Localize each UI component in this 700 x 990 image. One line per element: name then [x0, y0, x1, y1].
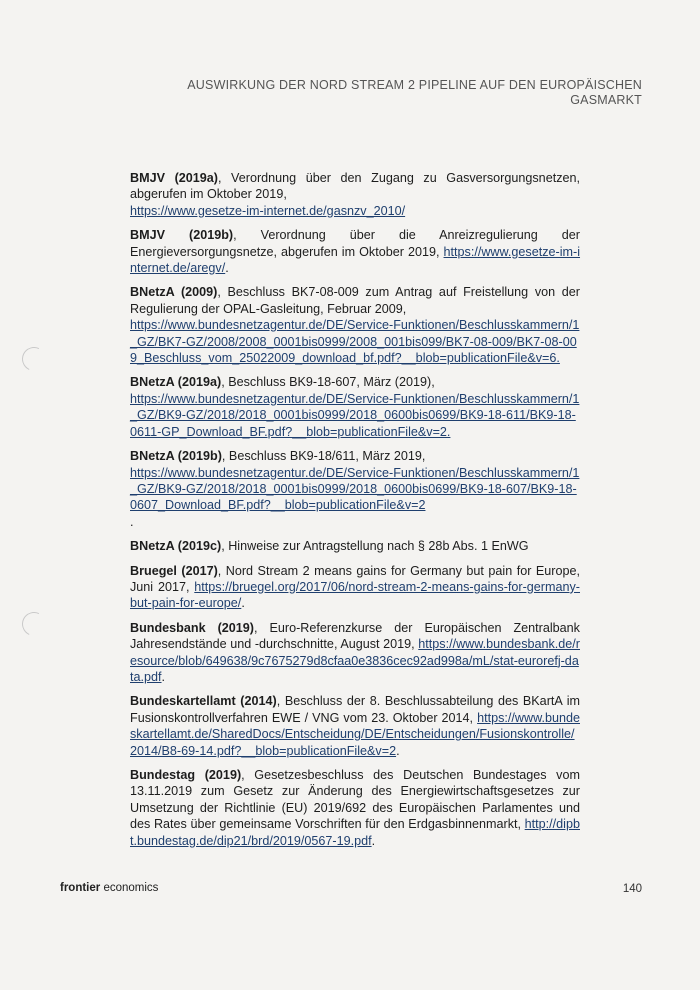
reference-entry: [130, 374, 580, 440]
reference-link[interactable]: https://www.bundesnetzagentur.de/DE/Service-Funktionen/Beschlusskammern/1_GZ/BK9-GZ/2018/2018_0001bis0999/2018_0600bis0699/BK9-18-607/BK9-18-0607_Download_BF.pdf?__blob=publicationFile&v=2: [130, 465, 580, 513]
reference-link[interactable]: https://www.gesetze-im-internet.de/aregv/: [130, 244, 581, 276]
reference-entry: [130, 170, 580, 219]
footer-brand-rest: economics: [100, 882, 159, 894]
reference-entry: [130, 227, 580, 276]
reference-end-punct: .: [241, 596, 245, 611]
reference-end-punct: .: [371, 833, 376, 848]
reference-author: BNetzA (2019a): [130, 375, 222, 390]
punch-hole-mark: [19, 609, 50, 640]
reference-author: BNetzA (2009): [130, 285, 218, 300]
reference-entry: [130, 767, 580, 849]
reference-author: BNetzA (2019b): [130, 449, 222, 464]
reference-text: , Nord Stream 2 means gains for Germany but pain for Europe, Juni 2017,: [130, 563, 580, 594]
reference-text: , Beschluss BK9-18-607, März (2019),: [221, 375, 435, 390]
reference-text: , Beschluss der 8. Beschlussabteilung des BKartA im Fusionskontrollverfahren EWE / VNG vom 23. Oktober 2014,: [130, 694, 580, 725]
reference-entry: [130, 563, 580, 612]
footer-brand-bold: frontier: [60, 882, 101, 894]
page-number: 140: [622, 883, 642, 895]
reference-text: , Hinweise zur Antragstellung nach § 28b Abs. 1 EnWG: [221, 539, 529, 554]
reference-entry: [130, 284, 580, 366]
reference-text: , Verordnung über die Anreizregulierung der Energieversorgungsnetze, abgerufen im Oktober 2019,: [130, 228, 581, 259]
reference-text: , Verordnung über den Zugang zu Gasversorgungsnetzen, abgerufen im Oktober 2019,: [130, 171, 580, 202]
reference-entry: [130, 693, 580, 759]
reference-end-punct: .: [396, 743, 400, 758]
reference-author: Bruegel (2017): [130, 563, 218, 578]
reference-link[interactable]: https://www.bundesnetzagentur.de/DE/Service-Funktionen/Beschlusskammern/1_GZ/BK7-GZ/2008/2008_0001bis0999/2008_001bis099/BK7-08-009/BK7-08-009_Beschluss_vom_25022009_download_bf.pdf?__blob=publicationFile&v=6.: [130, 318, 580, 366]
reference-list: [130, 170, 580, 857]
reference-entry: [130, 620, 580, 686]
reference-link[interactable]: https://bruegel.org/2017/06/nord-stream-2-means-gains-for-germany-but-pain-for-europe/: [130, 579, 580, 611]
reference-link[interactable]: https://www.bundeskartellamt.de/SharedDocs/Entscheidung/DE/Entscheidungen/Fusionskontrolle/2014/B8-69-14.pdf?__blob=publicationFile&v=2: [130, 710, 580, 758]
reference-author: Bundeskartellamt (2014): [130, 694, 277, 709]
footer-logo: [60, 882, 158, 894]
reference-end-punct: .: [225, 261, 229, 276]
reference-author: Bundesbank (2019): [130, 620, 254, 635]
reference-text: , Beschluss BK7-08-009 zum Antrag auf Freistellung von der Regulierung der OPAL-Gasleitung, Februar 2009,: [130, 285, 580, 316]
reference-author: BNetzA (2019c): [130, 539, 222, 554]
punch-hole-mark: [19, 344, 50, 375]
reference-author: Bundestag (2019): [130, 768, 242, 782]
reference-text: , Beschluss BK9-18/611, März 2019,: [221, 449, 426, 464]
reference-author: BMJV (2019a): [130, 171, 218, 185]
reference-link[interactable]: https://www.bundesnetzagentur.de/DE/Service-Funktionen/Beschlusskammern/1_GZ/BK9-GZ/2018/2018_0001bis0999/2018_0600bis0699/BK9-18-611/BK9-18-0611-GP_Download_BF.pdf?__blob=publicationFile&v=2.: [130, 391, 580, 439]
reference-entry: [130, 448, 580, 530]
reference-end-punct: .: [161, 669, 166, 684]
header-line-2: GASMARKT: [570, 93, 642, 107]
reference-author: BMJV (2019b): [130, 228, 234, 243]
reference-text: , Euro-Referenzkurse der Europäischen Zentralbank Jahresendstände und -durchschnitte, August 2019,: [130, 620, 580, 652]
reference-link[interactable]: https://www.bundesbank.de/resource/blob/649638/9c7675279d8cfaa0e3836cec92ad998a/mL/stat-eurorefj-data.pdf: [130, 637, 580, 684]
reference-entry: [130, 538, 580, 554]
running-header: [172, 78, 642, 108]
header-line-1: AUSWIRKUNG DER NORD STREAM 2 PIPELINE AUF DEN EUROPÄISCHEN: [187, 78, 642, 92]
reference-end-punct: .: [130, 514, 134, 529]
reference-link[interactable]: https://www.gesetze-im-internet.de/gasnzv_2010/: [130, 203, 406, 218]
reference-link[interactable]: http://dipbt.bundestag.de/dip21/brd/2019/0567-19.pdf: [130, 817, 580, 848]
reference-text: , Gesetzesbeschluss des Deutschen Bundestages vom 13.11.2019 zum Gesetz zur Änderung des Energiewirtschaftsgesetzes zur Umsetzung der Richtlinie (EU) 2019/692 des Europäischen Parlamentes und des Rates über gemeinsame Vorschriften für den Erdgasbinnenmarkt,: [130, 768, 580, 832]
